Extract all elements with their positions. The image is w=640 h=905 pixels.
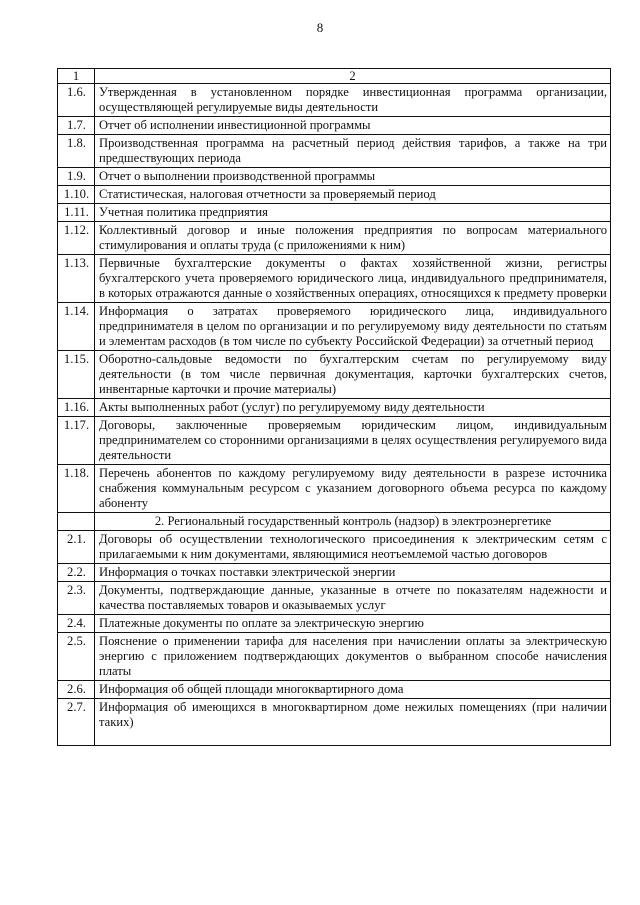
item-number: 2.7.: [58, 699, 95, 746]
item-text: Акты выполненных работ (услуг) по регулируемому виду деятельности: [95, 399, 611, 417]
item-text: Отчет об исполнении инвестиционной программы: [95, 117, 611, 135]
table-row: [58, 186, 611, 204]
table-row: [58, 564, 611, 582]
item-number: 1.14.: [58, 303, 95, 351]
table-row: [58, 204, 611, 222]
document-table: [57, 68, 611, 746]
table-row: [58, 465, 611, 513]
item-text: Пояснение о применении тарифа для населения при начислении оплаты за электрическую энергию с приложением подтверждающих документов о выбранном способе начисления платы: [95, 633, 611, 681]
table-row: [58, 699, 611, 746]
item-number: 1.7.: [58, 117, 95, 135]
item-text: Информация о затратах проверяемого юридического лица, индивидуального предпринимателя в целом по организации и по регулируемому виду деятельности по статьям и элементам расходов (в том числе по субъекту Российской Федерации) за отчетный период: [95, 303, 611, 351]
item-text: Документы, подтверждающие данные, указанные в отчете по показателям надежности и качества поставляемых товаров и оказываемых услуг: [95, 582, 611, 615]
item-number: 2.1.: [58, 531, 95, 564]
item-number: 1.15.: [58, 351, 95, 399]
table-row: [58, 633, 611, 681]
item-number: 2.6.: [58, 681, 95, 699]
item-text: Коллективный договор и иные положения предприятия по вопросам материального стимулирования и оплаты труда (с приложениями к ним): [95, 222, 611, 255]
item-number: 1.17.: [58, 417, 95, 465]
item-text: Оборотно-сальдовые ведомости по бухгалтерским счетам по регулируемому виду деятельности (в том числе первичная документация, карточки бухгалтерских счетов, инвентарные карточки и прочие материалы): [95, 351, 611, 399]
table-row: [58, 135, 611, 168]
item-number: 1.18.: [58, 465, 95, 513]
table-row: [58, 582, 611, 615]
table-row: [58, 615, 611, 633]
item-text: Информация об общей площади многоквартирного дома: [95, 681, 611, 699]
table-row: [58, 222, 611, 255]
section-title: 2. Региональный государственный контроль (надзор) в электроэнергетике: [95, 513, 611, 531]
item-number: 2.4.: [58, 615, 95, 633]
item-text: Утвержденная в установленном порядке инвестиционная программа организации, осуществляющей регулируемые виды деятельности: [95, 84, 611, 117]
item-text: Информация о точках поставки электрической энергии: [95, 564, 611, 582]
page-number: 8: [316, 20, 324, 35]
item-text: Договоры об осуществлении технологического присоединения к электрическим сетям с прилагаемыми к ним документами, являющимися неотъемлемой частью договоров: [95, 531, 611, 564]
item-number: 1.11.: [58, 204, 95, 222]
column-header-1: 1: [58, 69, 95, 84]
item-text: Отчет о выполнении производственной программы: [95, 168, 611, 186]
item-text: Статистическая, налоговая отчетности за проверяемый период: [95, 186, 611, 204]
item-number: 2.3.: [58, 582, 95, 615]
table-row: [58, 117, 611, 135]
item-number: 1.12.: [58, 222, 95, 255]
item-number: 1.13.: [58, 255, 95, 303]
item-text: Учетная политика предприятия: [95, 204, 611, 222]
item-number: 1.8.: [58, 135, 95, 168]
item-text: Информация об имеющихся в многоквартирном доме нежилых помещениях (при наличии таких): [95, 699, 611, 746]
table-row: [58, 399, 611, 417]
item-text: Платежные документы по оплате за электрическую энергию: [95, 615, 611, 633]
item-number: 2.2.: [58, 564, 95, 582]
table-row: [58, 84, 611, 117]
item-text: Производственная программа на расчетный период действия тарифов, а также на три предшествующих периода: [95, 135, 611, 168]
item-number: 1.9.: [58, 168, 95, 186]
item-text: Договоры, заключенные проверяемым юридическим лицом, индивидуальным предпринимателем со сторонними организациями в целях осуществления регулируемого вида деятельности: [95, 417, 611, 465]
item-number: 1.10.: [58, 186, 95, 204]
table-row: [58, 681, 611, 699]
item-text: Первичные бухгалтерские документы о фактах хозяйственной жизни, регистры бухгалтерского учета проверяемого юридического лица, индивидуального предпринимателя, в которых отражаются данные о хозяйственных операциях, относящихся к предмету проверки: [95, 255, 611, 303]
item-number: 1.6.: [58, 84, 95, 117]
item-number: 2.5.: [58, 633, 95, 681]
item-number: 1.16.: [58, 399, 95, 417]
table-row: [58, 417, 611, 465]
table-row: [58, 531, 611, 564]
column-header-2: 2: [95, 69, 611, 84]
section-row: [58, 513, 611, 531]
section-number-cell: [58, 513, 95, 531]
item-text: Перечень абонентов по каждому регулируемому виду деятельности в разрезе источника снабжения коммунальным ресурсом с указанием договорного объема ресурса по каждому абоненту: [95, 465, 611, 513]
table-header-row: [58, 69, 611, 84]
table-row: [58, 303, 611, 351]
table-row: [58, 255, 611, 303]
table-row: [58, 168, 611, 186]
table-row: [58, 351, 611, 399]
